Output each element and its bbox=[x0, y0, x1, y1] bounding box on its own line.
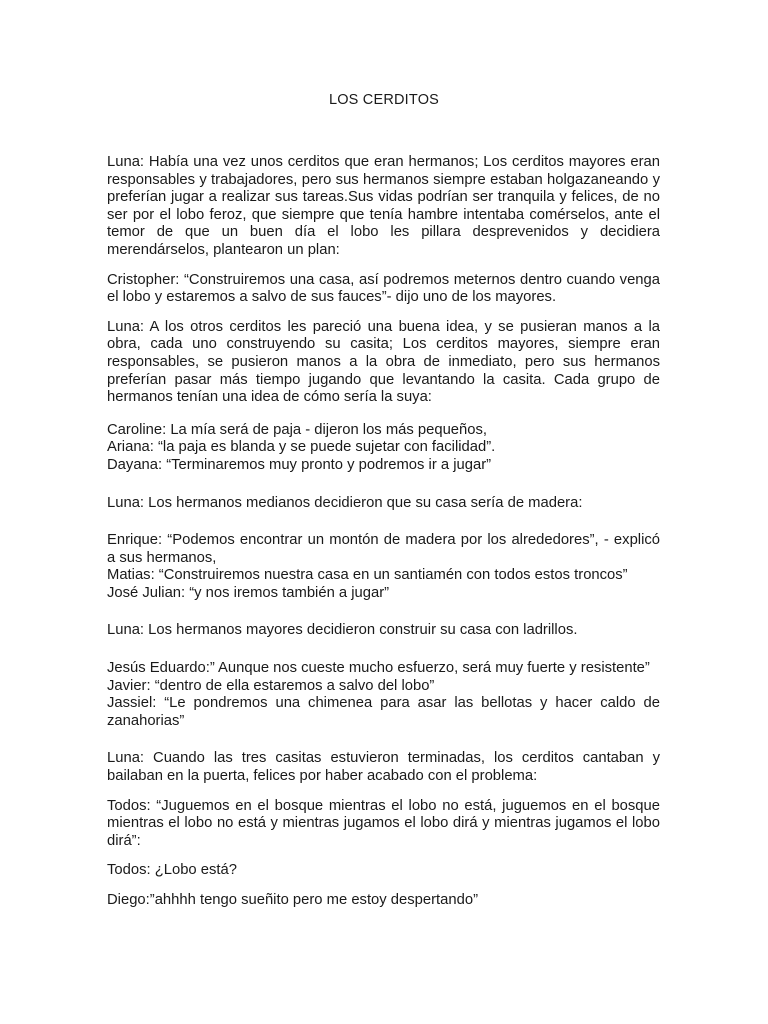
dialogue-group-madera bbox=[107, 532, 660, 602]
dialogue-line-jesus-eduardo: Jesús Eduardo:” Aunque nos cueste mucho esfuerzo, será muy fuerte y resistente” bbox=[107, 660, 650, 677]
dialogue-line-ariana: Ariana: “la paja es blanda y se puede sujetar con facilidad”. bbox=[107, 439, 496, 456]
dialogue-line-jassiel: Jassiel: “Le pondremos una chimenea para asar las bellotas y hacer caldo de zanahorias” bbox=[107, 695, 660, 729]
paragraph-cristopher: Cristopher: “Construiremos una casa, así podremos meternos dentro cuando venga el lobo y estaremos a salvo de sus fauces”- dijo uno de los mayores. bbox=[107, 271, 660, 306]
document-title: LOS CERDITOS bbox=[328, 92, 440, 108]
dialogue-group-ladrillos bbox=[107, 660, 660, 730]
dialogue-line-jose-julian: José Julian: “y nos iremos también a jugar” bbox=[107, 584, 390, 601]
dialogue-group-paja bbox=[107, 422, 660, 475]
paragraph-narration-mayores: Luna: Los hermanos mayores decidieron construir su casa con ladrillos. bbox=[107, 622, 578, 639]
paragraph-todos-question: Todos: ¿Lobo está? bbox=[107, 862, 237, 879]
document-body bbox=[107, 154, 660, 922]
paragraph-narration-obra: Luna: A los otros cerditos les pareció una buena idea, y se pusieran manos a la obra, cada uno construyendo su casita; Los cerditos mayores, siempre eran responsables, se pusieron manos a la obra de inmediato, pero sus hermanos preferían pasar más tiempo jugando que levantando la casita. Cada grupo de hermanos tenían una idea de cómo sería la suya: bbox=[107, 318, 660, 406]
paragraph-narration-medianos: Luna: Los hermanos medianos decidieron que su casa sería de madera: bbox=[107, 494, 583, 511]
paragraph-narration-casitas: Luna: Cuando las tres casitas estuvieron terminadas, los cerditos cantaban y bailaban en la puerta, felices por haber acabado con el problema: bbox=[107, 750, 660, 785]
paragraph-intro: Luna: Había una vez unos cerditos que eran hermanos; Los cerditos mayores eran responsables y trabajadores, pero sus hermanos siempre estaban holgazaneando y preferían jugar a realizar sus tareas.Sus vidas podrían ser tranquila y felices, de no ser por el lobo feroz, que siempre que tenía hambre intentaba comérselos, ante el temor de que un buen día el lobo les pillara desprevenidos y decidiera merendárselos, plantearon un plan: bbox=[107, 154, 660, 258]
paragraph-todos-song: Todos: “Juguemos en el bosque mientras el lobo no está, juguemos en el bosque mientras el lobo no está y mientras jugamos el lobo dirá y mientras jugamos el lobo dirá”: bbox=[107, 797, 660, 849]
dialogue-line-enrique: Enrique: “Podemos encontrar un montón de madera por los alrededores”, - explicó a sus hermanos, bbox=[107, 532, 660, 566]
dialogue-line-javier: Javier: “dentro de ella estaremos a salvo del lobo” bbox=[107, 677, 435, 694]
dialogue-line-matias: Matias: “Construiremos nuestra casa en un santiamén con todos estos troncos” bbox=[107, 567, 628, 584]
paragraph-diego: Diego:”ahhhh tengo sueñito pero me estoy despertando” bbox=[107, 892, 478, 908]
dialogue-line-dayana: Dayana: “Terminaremos muy pronto y podremos ir a jugar” bbox=[107, 456, 492, 473]
dialogue-line-caroline: Caroline: La mía será de paja - dijeron los más pequeños, bbox=[107, 421, 488, 438]
